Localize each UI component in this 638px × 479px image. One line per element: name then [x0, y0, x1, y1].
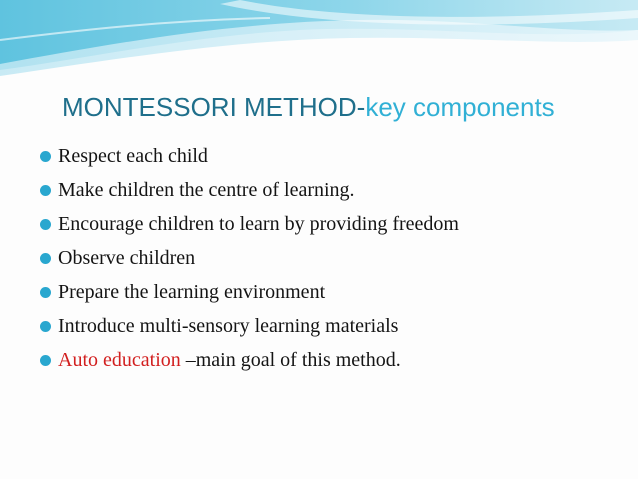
- bullet-list: [40, 139, 459, 377]
- bullet-text: Observe children: [58, 247, 196, 269]
- bullet-icon: [40, 287, 51, 298]
- bullet-item: [40, 241, 459, 275]
- bullet-icon: [40, 321, 51, 332]
- bullet-icon: [40, 151, 51, 162]
- bullet-text: Prepare the learning environment: [58, 281, 326, 303]
- slide-title: [62, 90, 555, 124]
- bullet-icon: [40, 355, 51, 366]
- bullet-item-auto-education: [40, 343, 459, 377]
- slide-title-main: MONTESSORI METHOD-: [62, 92, 366, 122]
- bullet-item: [40, 173, 459, 207]
- bullet-text: –main goal of this method.: [180, 349, 401, 371]
- bullet-text: Respect each child: [58, 145, 208, 167]
- bullet-icon: [40, 253, 51, 264]
- bullet-icon: [40, 219, 51, 230]
- bullet-item: [40, 275, 459, 309]
- wave-header-decoration: [0, 0, 638, 80]
- bullet-text: Encourage children to learn by providing freedom: [58, 213, 459, 235]
- bullet-item: [40, 207, 459, 241]
- bullet-text: Introduce multi-sensory learning materials: [58, 315, 399, 337]
- auto-education-highlight: Auto education: [58, 349, 181, 371]
- bullet-text: Make children the centre of learning.: [58, 179, 355, 201]
- bullet-icon: [40, 185, 51, 196]
- bullet-item: [40, 139, 459, 173]
- slide-title-accent: key components: [365, 92, 555, 122]
- bullet-item: [40, 309, 459, 343]
